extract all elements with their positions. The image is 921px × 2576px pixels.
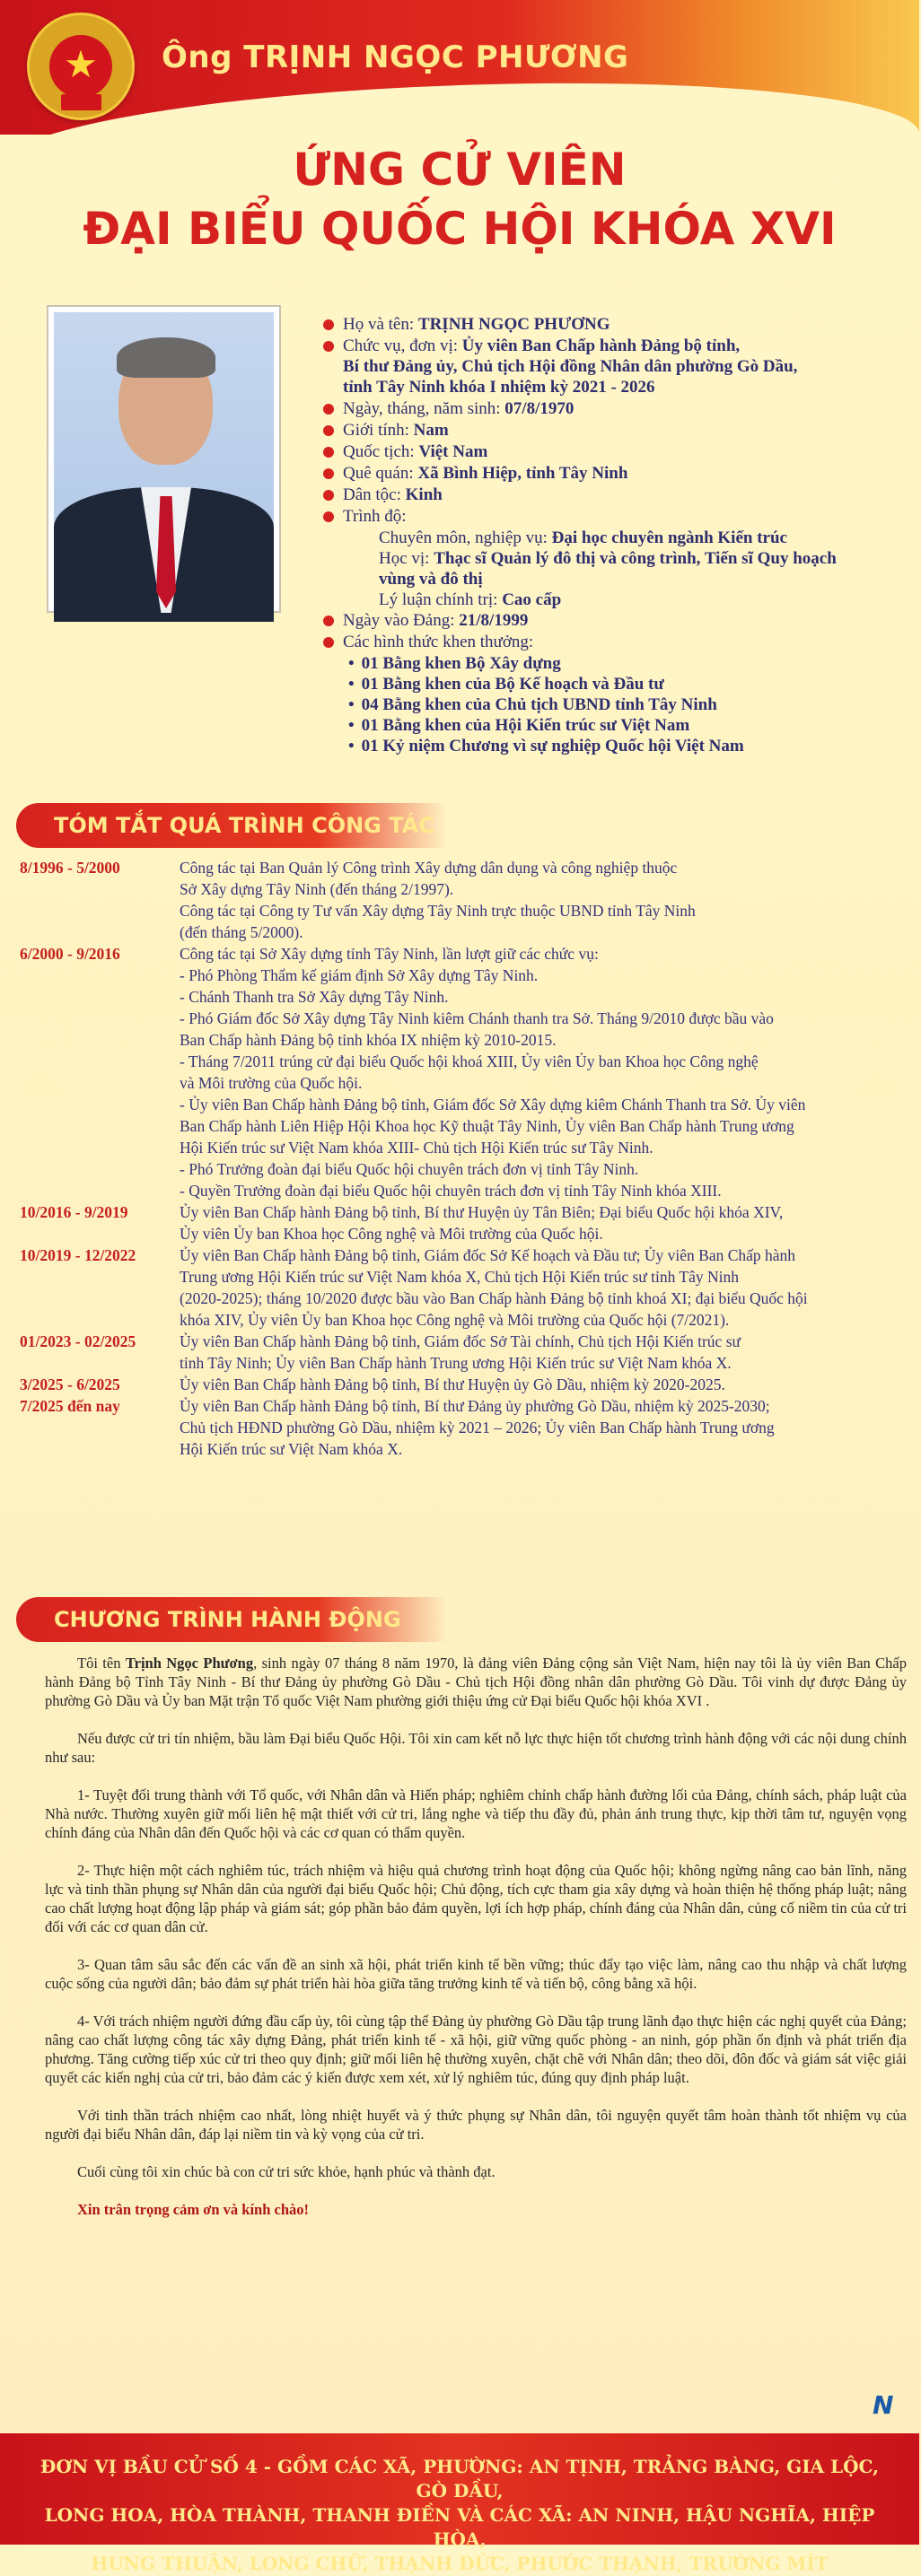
career-timeline	[20, 857, 908, 1460]
career-line: Công tác tại Ban Quản lý Công trình Xây dựng dân dụng và công nghiệp thuộc	[180, 859, 678, 877]
career-line: Công tác tại Sở Xây dựng tỉnh Tây Ninh, lần lượt giữ các chức vụ:	[180, 945, 599, 963]
profile-row-education: Trình độ:	[323, 506, 898, 527]
career-line: - Chánh Thanh tra Sở Xây dựng Tây Ninh.	[180, 988, 449, 1006]
career-line: Ban Chấp hành Đảng bộ tỉnh khóa IX nhiệm kỳ 2010-2015.	[180, 1031, 557, 1049]
profile-row-gender: Giới tính: Nam	[323, 420, 898, 441]
career-line: Ủy viên Ban Chấp hành Đảng bộ tỉnh, Bí thư Huyện ủy Gò Dầu, nhiệm kỳ 2020-2025.	[180, 1375, 725, 1393]
career-row	[20, 1395, 908, 1460]
program-paragraph: Với tinh thần trách nhiệm cao nhất, lòng nhiệt huyết và ý thức phụng sự Nhân dân, tôi nguyện quyết tâm hoàn thành tốt nhiệm vụ của người đại biểu Nhân dân, đáp lại niềm tin và kỳ vọng của cử tri.	[45, 2107, 907, 2143]
bullet-icon	[323, 425, 334, 436]
profile-row-position: Chức vụ, đơn vị: Ủy viên Ban Chấp hành Đảng bộ tỉnh, Bí thư Đảng ủy, Chủ tịch Hội đồng Nhân dân phường Gò Dầu, tỉnh Tây Ninh khóa I nhiệm kỳ 2021 - 2026	[323, 336, 898, 397]
program-paragraph: Cuối cùng tôi xin chúc bà con cử tri sức khỏe, hạnh phúc và thành đạt.	[77, 2163, 496, 2180]
profile-row-dob: Ngày, tháng, năm sinh: 07/8/1970	[323, 398, 898, 419]
career-line: - Phó Giám đốc Sở Xây dựng Tây Ninh kiêm Chánh thanh tra Sở. Tháng 9/2010 được bầu vào	[180, 1009, 774, 1027]
footer-line: HƯNG THUẬN, LONG CHỮ, THẠNH ĐỨC, PHƯỚC THẠNH, TRƯỜNG MÍT	[91, 2553, 829, 2574]
career-period: 3/2025 - 6/2025	[20, 1375, 120, 1393]
profile-row-hometown: Quê quán: Xã Bình Hiệp, tỉnh Tây Ninh	[323, 463, 898, 484]
career-line: Hội Kiến trúc sư Việt Nam khóa X.	[180, 1440, 403, 1458]
career-line: Công tác tại Công ty Tư vấn Xây dựng Tây Ninh trực thuộc UBND tỉnh Tây Ninh	[180, 902, 696, 920]
profile-degree: Học vị: Thạc sĩ Quản lý đô thị và công trình, Tiến sĩ Quy hoạch vùng và đô thị	[379, 549, 837, 589]
profile-row-name: Họ và tên: TRỊNH NGỌC PHƯƠNG	[323, 314, 898, 335]
bullet-icon	[323, 404, 334, 415]
career-line: Sở Xây dựng Tây Ninh (đến tháng 2/1997).	[180, 880, 454, 898]
career-description	[180, 943, 908, 1201]
career-line: Hội Kiến trúc sư Việt Nam khóa XIII- Chủ tịch Hội Kiến trúc sư Tây Ninh.	[180, 1139, 653, 1157]
career-line: - Quyền Trưởng đoàn đại biểu Quốc hội chuyên trách đơn vị tỉnh Tây Ninh khóa XIII.	[180, 1182, 722, 1200]
career-row	[20, 1374, 908, 1395]
bullet-icon	[323, 468, 334, 479]
national-emblem-icon: ★	[27, 13, 135, 120]
candidate-photo	[47, 305, 281, 613]
career-period: 01/2023 - 02/2025	[20, 1332, 136, 1350]
bullet-icon	[323, 447, 334, 458]
footer-line: LONG HOA, HÒA THÀNH, THANH ĐIỀN VÀ CÁC XÃ: AN NINH, HẬU NGHĨA, HIỆP HÒA,	[44, 2504, 875, 2550]
career-line: (2020-2025); tháng 10/2020 được bầu vào Ban Chấp hành Đảng bộ tỉnh khoá XI; đại biểu Quốc hội	[180, 1289, 808, 1307]
bullet-icon	[323, 637, 334, 648]
page-title-line2: ĐẠI BIỂU QUỐC HỘI KHÓA XVI	[83, 203, 837, 255]
award-item: • 04 Bằng khen của Chủ tịch UBND tỉnh Tây Ninh	[323, 694, 898, 715]
profile-political: Lý luận chính trị: Cao cấp	[379, 590, 562, 609]
career-line: - Tháng 7/2011 trúng cử đại biểu Quốc hội khoá XIII, Ủy viên Ủy ban Khoa học Công nghệ	[180, 1052, 759, 1070]
profile-row-awards: Các hình thức khen thưởng:	[323, 632, 898, 652]
bullet-icon	[323, 511, 334, 522]
career-description	[180, 857, 908, 943]
career-period: 6/2000 - 9/2016	[20, 945, 120, 963]
action-program	[45, 1654, 907, 2238]
bullet-icon	[323, 341, 334, 352]
career-period: 10/2019 - 12/2022	[20, 1246, 136, 1264]
profile-row-party-date: Ngày vào Đảng: 21/8/1999	[323, 610, 898, 631]
career-row	[20, 857, 908, 943]
section-header-program: CHƯƠNG TRÌNH HÀNH ĐỘNG	[16, 1597, 447, 1642]
career-line: Ủy viên Ban Chấp hành Đảng bộ tỉnh, Bí thư Huyện ủy Tân Biên; Đại biểu Quốc hội khóa XIV,	[180, 1203, 784, 1221]
page-title-line1: ỨNG CỬ VIÊN	[293, 144, 627, 196]
program-paragraph: 1- Tuyệt đối trung thành với Tổ quốc, với Nhân dân và Hiến pháp; nghiêm chỉnh chấp hành đường lối của Đảng, chính sách, pháp luật của Nhà nước. Thường xuyên giữ mối liên hệ mật thiết với cử tri, lắng nghe và tiếp thu đầy đủ, phản ánh trung thực, kịp thời tâm tư, nguyện vọng chính đáng của Nhân dân đến Quốc hội và các cơ quan có thẩm quyền.	[45, 1786, 907, 1841]
program-paragraph: Nếu được cử tri tín nhiệm, bầu làm Đại biểu Quốc Hội. Tôi xin cam kết nỗ lực thực hiện tốt chương trình hành động với các nội dung chính như sau:	[45, 1730, 907, 1766]
career-line: Chủ tịch HĐND phường Gò Dầu, nhiệm kỳ 2021 – 2026; Ủy viên Ban Chấp hành Trung ương	[180, 1419, 775, 1436]
career-description	[180, 1331, 908, 1374]
career-line: tỉnh Tây Ninh; Ủy viên Ban Chấp hành Trung ương Hội Kiến trúc sư Việt Nam khóa X.	[180, 1354, 732, 1372]
program-paragraph: 2- Thực hiện một cách nghiêm túc, trách nhiệm và hiệu quả chương trình hoạt động của Quốc hội; không ngừng nâng cao bản lĩnh, năng lực và tinh thần phụng sự Nhân dân của người đại biểu Quốc hội; Chủ động, tích cực tham gia xây dựng và hoàn thiện hệ thống pháp luật; nâng cao chất lượng hoạt động lập pháp và giám sát; góp phần bảo đảm quyền, lợi ích hợp pháp, chính đáng của Nhân dân, củng cố niềm tin của cử tri đối với các cơ quan dân cử.	[45, 1862, 907, 1935]
profile-row-nationality: Quốc tịch: Việt Nam	[323, 441, 898, 462]
career-line: - Phó Trưởng đoàn đại biểu Quốc hội chuyên trách đơn vị tỉnh Tây Ninh.	[180, 1160, 639, 1178]
publisher-logo-icon: N	[873, 2390, 894, 2420]
program-paragraph: 4- Với trách nhiệm người đứng đầu cấp ủy, tôi cùng tập thể Đảng ủy phường Gò Dầu tập trung lãnh đạo thực hiện các nghị quyết của Đảng; nâng cao chất lượng công tác xây dựng Đảng, phát triển kinh tế - xã hội, giữ vững quốc phòng - an ninh, góp phần ổn định và phát triển địa phương. Tăng cường tiếp xúc cử tri theo quy định; giữ mối liên hệ thường xuyên, chặt chẽ với Nhân dân; theo dõi, đôn đốc và giám sát việc giải quyết các kiến nghị của cử tri, bảo đảm các ý kiến được xem xét, xử lý nghiêm túc, đúng quy định pháp luật.	[45, 2013, 907, 2086]
career-line: Ủy viên Ban Chấp hành Đảng bộ tỉnh, Giám đốc Sở Kế hoạch và Đầu tư; Ủy viên Ban Chấp hành	[180, 1246, 796, 1264]
career-line: - Phó Phòng Thẩm kế giám định Sở Xây dựng Tây Ninh.	[180, 966, 539, 984]
career-row	[20, 1331, 908, 1374]
bullet-icon	[323, 616, 334, 626]
bullet-icon	[323, 490, 334, 501]
career-line: Trung ương Hội Kiến trúc sư Việt Nam khóa X, Chủ tịch Hội Kiến trúc sư tỉnh Tây Ninh	[180, 1268, 740, 1286]
career-description	[180, 1374, 908, 1395]
profile-specialty: Chuyên môn, nghiệp vụ: Đại học chuyên ngành Kiến trúc	[379, 528, 787, 547]
career-line: - Ủy viên Ban Chấp hành Đảng bộ tỉnh, Giám đốc Sở Xây dựng kiêm Chánh Thanh tra Sở. Ủy viên	[180, 1096, 806, 1113]
section-header-career: TÓM TẮT QUÁ TRÌNH CÔNG TÁC	[16, 803, 447, 848]
career-period: 10/2016 - 9/2019	[20, 1203, 128, 1221]
award-item: • 01 Bằng khen của Hội Kiến trúc sư Việt Nam	[323, 715, 898, 736]
profile-row-ethnicity: Dân tộc: Kinh	[323, 485, 898, 505]
career-row	[20, 1244, 908, 1331]
candidate-name-header: Ông TRỊNH NGỌC PHƯƠNG	[162, 39, 629, 75]
career-line: Ủy viên Ủy ban Khoa học Công nghệ và Môi trường của Quốc hội.	[180, 1225, 603, 1243]
career-line: và Môi trường của Quốc hội.	[180, 1074, 363, 1092]
career-row	[20, 943, 908, 1201]
award-item: • 01 Bằng khen của Bộ Kế hoạch và Đầu tư	[323, 674, 898, 694]
career-description	[180, 1201, 908, 1244]
career-row	[20, 1201, 908, 1244]
career-description	[180, 1244, 908, 1331]
program-intro: Tôi tên Trịnh Ngọc Phương, sinh ngày 07 tháng 8 năm 1970, là đảng viên Đảng cộng sản Việt Nam, hiện nay tôi là ủy viên Ban Chấp hành Đảng bộ Tỉnh Tây Ninh - Bí thư Đảng ủy phường Gò Dầu - Chủ tịch Hội đồng nhân dân phường Gò Dầu. Tôi vinh dự được Đảng ủy phường Gò Dầu và Ủy ban Mặt trận Tổ quốc Việt Nam phường giới thiệu ứng cử Đại biểu Quốc hội khóa XVI .	[45, 1655, 907, 1709]
footer-line: ĐƠN VỊ BẦU CỬ SỐ 4 - GỒM CÁC XÃ, PHƯỜNG: AN TỊNH, TRẢNG BÀNG, GIA LỘC, GÒ DẦU,	[39, 2456, 880, 2502]
award-item: • 01 Bằng khen Bộ Xây dựng	[323, 653, 898, 674]
career-period: 7/2025 đến nay	[20, 1397, 120, 1415]
award-item: • 01 Kỷ niệm Chương vì sự nghiệp Quốc hội Việt Nam	[323, 736, 898, 756]
career-line: Ban Chấp hành Liên Hiệp Hội Khoa học Kỹ thuật Tây Ninh, Ủy viên Ban Chấp hành Trung ương	[180, 1117, 794, 1135]
program-paragraph: 3- Quan tâm sâu sắc đến các vấn đề an sinh xã hội, phát triển kinh tế bền vững; thúc đẩy tạo việc làm, nâng cao thu nhập và chất lượng cuộc sống của người dân; bảo đảm sự phát triển hài hòa giữa tăng trưởng kinh tế và tiến bộ, công bằng xã hội.	[45, 1956, 907, 1992]
footer-electoral-unit	[0, 2433, 919, 2574]
career-line: khóa XIV, Ủy viên Ủy ban Khoa học Công nghệ và Môi trường của Quốc hội (7/2021).	[180, 1311, 730, 1329]
profile-info	[323, 314, 898, 756]
bullet-icon	[323, 319, 334, 330]
career-line: Ủy viên Ban Chấp hành Đảng bộ tỉnh, Bí thư Đảng ủy phường Gò Dầu, nhiệm kỳ 2025-2030;	[180, 1397, 770, 1415]
career-line: (đến tháng 5/2000).	[180, 923, 303, 941]
career-line: Ủy viên Ban Chấp hành Đảng bộ tỉnh, Giám đốc Sở Tài chính, Chủ tịch Hội Kiến trúc sư	[180, 1332, 741, 1350]
program-closing: Xin trân trọng cảm ơn và kính chào!	[77, 2201, 310, 2218]
career-description	[180, 1395, 908, 1460]
career-period: 8/1996 - 5/2000	[20, 859, 120, 877]
